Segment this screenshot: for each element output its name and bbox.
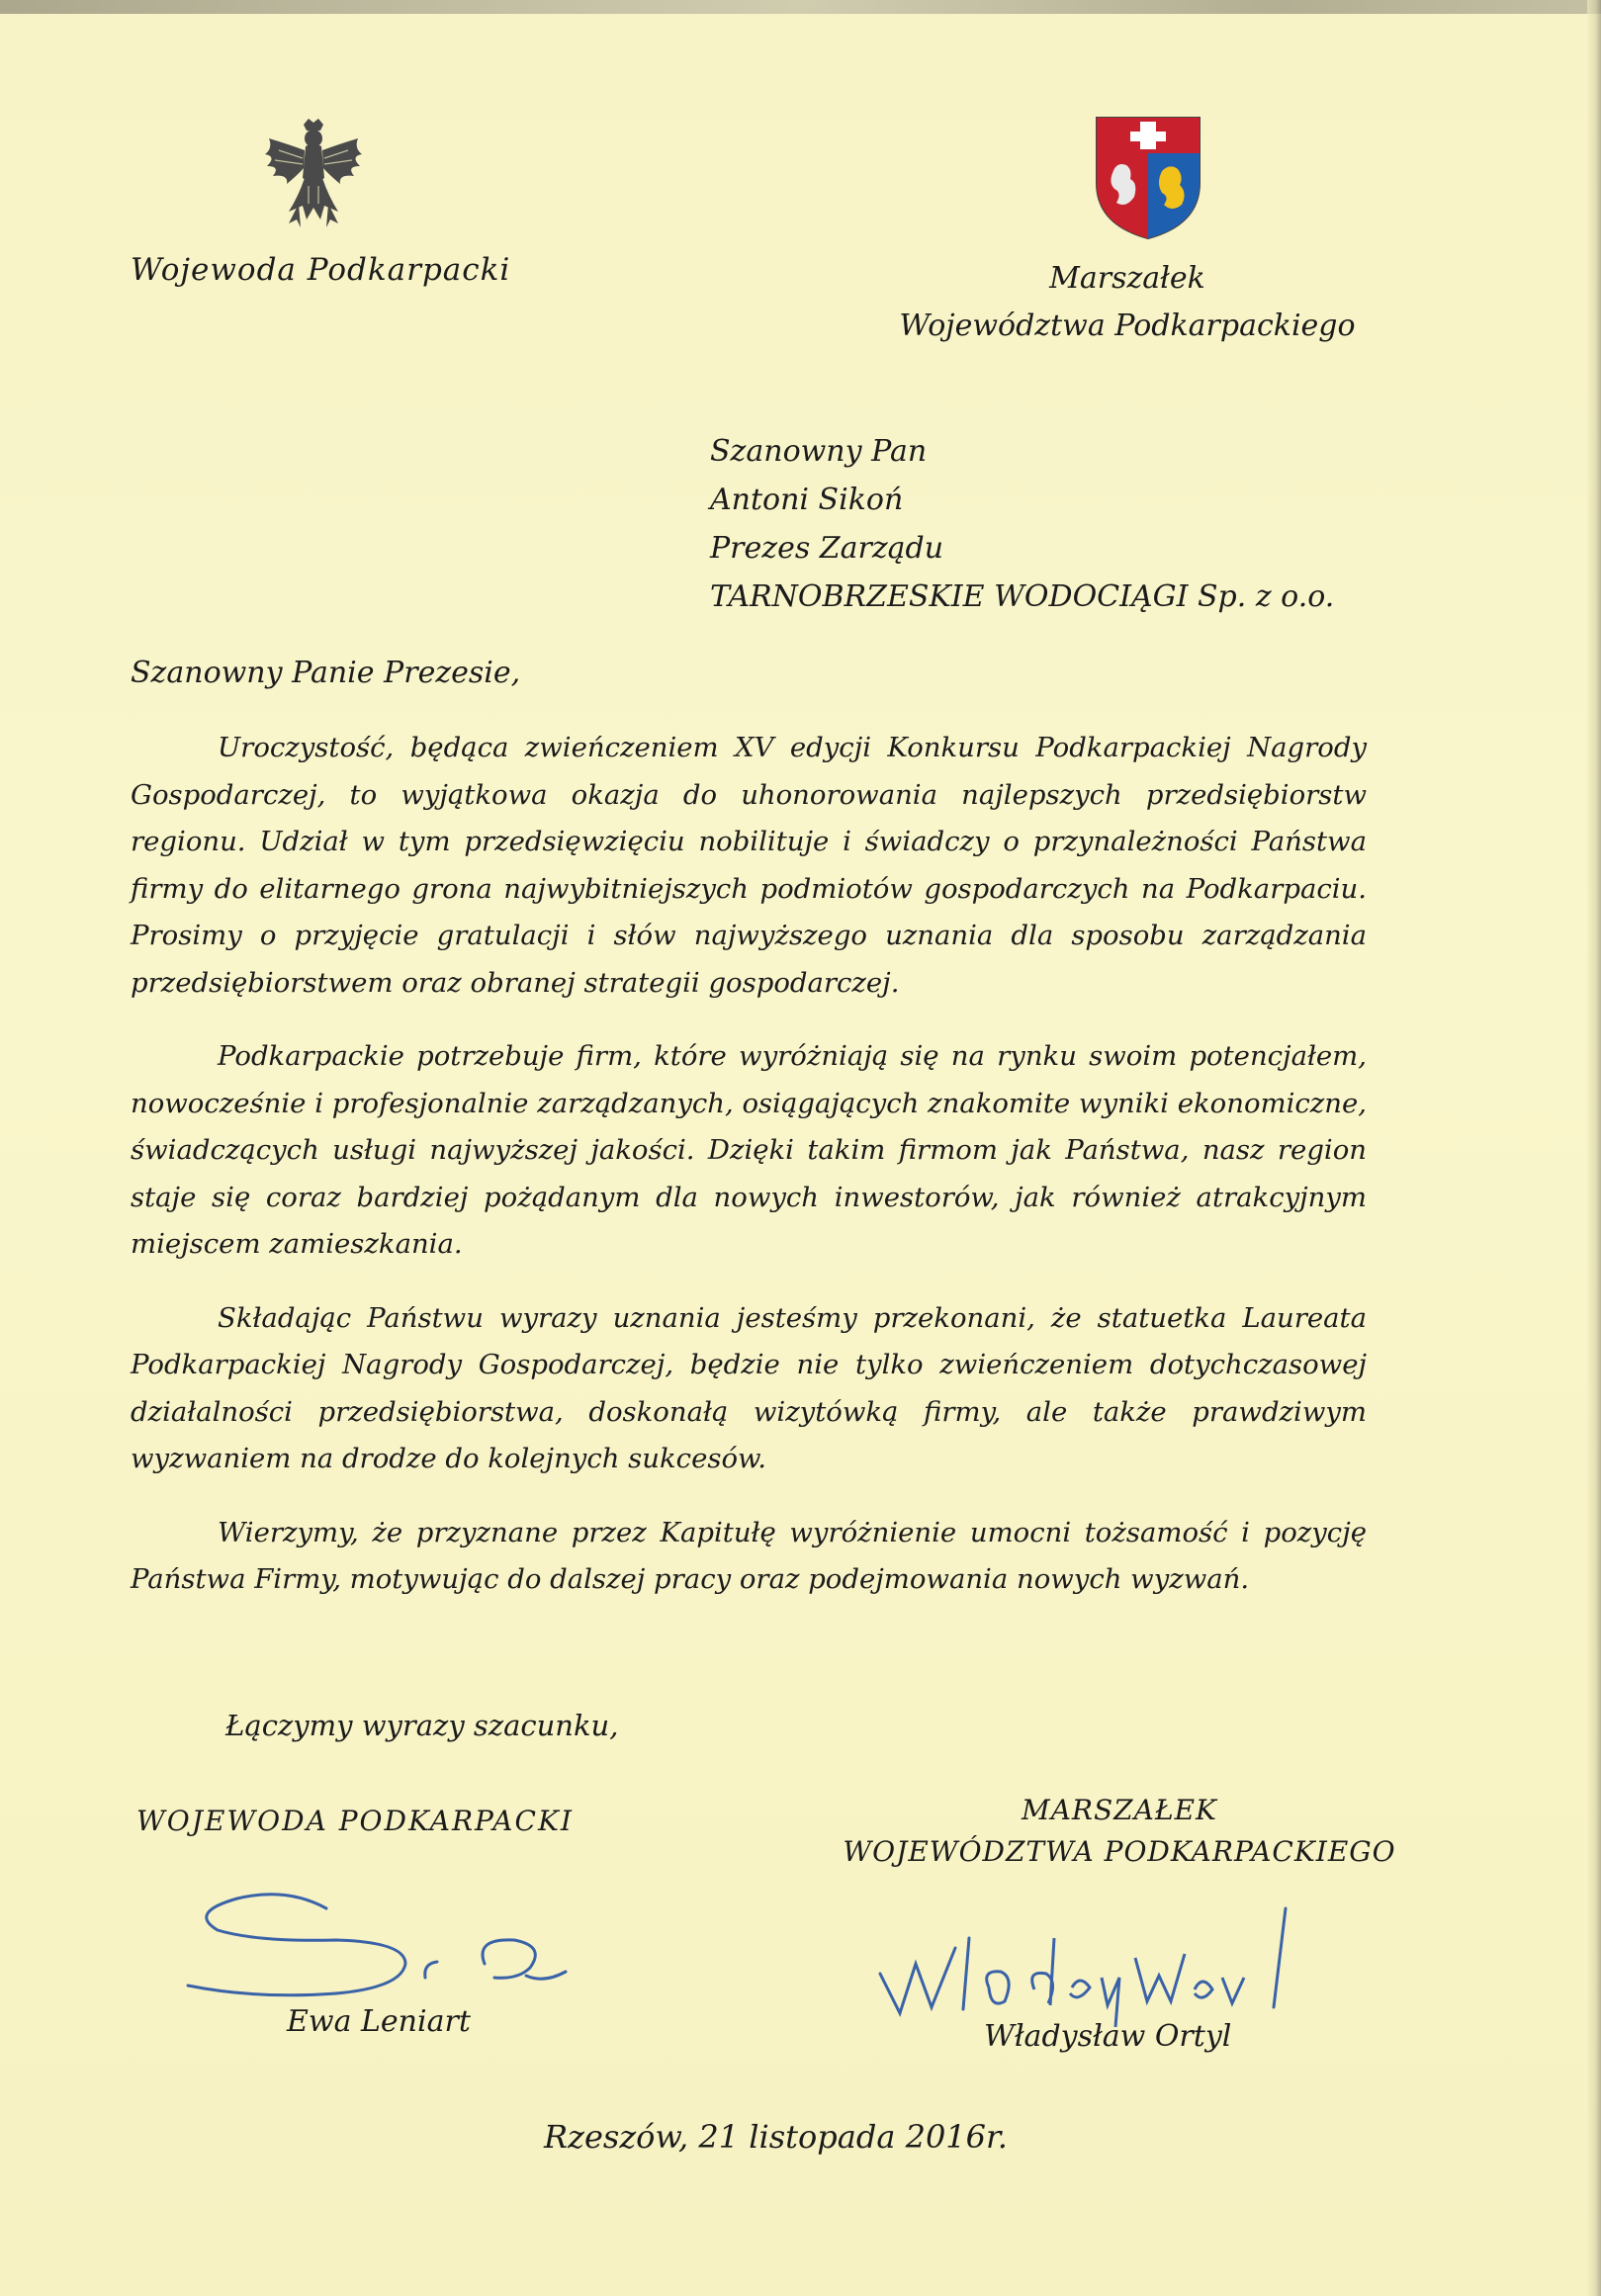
right-signature-flourish — [860, 1879, 1325, 2037]
header-right-line2: Województwa Podkarpackiego — [899, 309, 1356, 343]
address-line3: Prezes Zarządu — [710, 531, 944, 566]
letter-body — [131, 725, 1367, 1631]
torn-top-edge — [0, 0, 1601, 14]
recipient-address — [710, 427, 1334, 621]
polish-eagle-emblem-icon — [259, 117, 368, 235]
left-handwritten-signature — [178, 1869, 593, 2027]
paragraph-1: Uroczystość, będąca zwieńczeniem XV edycji Konkursu Podkarpackiej Nagrody Gospodarczej, to wyjątkowa okazja do uhonorowania najlepszych przedsiębiorstw regionu. Udział w tym przedsięwzięciu nobilituje i świadczy o przynależności Państwa firmy do elitarnego grona najwybitniejszych podmiotów gospodarczych na Podkarpaciu. Prosimy o przyjęcie gratulacji i słów najwyższego uznania dla sposobu zarządzania przedsiębiorstwem oraz obranej strategii gospodarczej. — [131, 732, 1367, 999]
header-right-title — [870, 255, 1384, 350]
right-signatory-title-line2: WOJEWÓDZTWA PODKARPACKIEGO — [843, 1835, 1396, 1868]
podkarpackie-coat-of-arms-icon — [1093, 114, 1203, 242]
header-right-line1: Marszałek — [1049, 261, 1205, 296]
place-and-date: Rzeszów, 21 listopada 2016r. — [544, 2118, 1008, 2156]
salutation: Szanowny Panie Prezesie, — [131, 656, 521, 690]
header-left-title: Wojewoda Podkarpacki — [131, 252, 511, 288]
right-signatory-title — [823, 1790, 1416, 1873]
paragraph-4: Wierzymy, że przyznane przez Kapitułę wyróżnienie umocni tożsamość i pozycję Państwa Firmy, motywując do dalszej pracy oraz podejmowania nowych wyzwań. — [131, 1516, 1367, 1595]
address-line4: TARNOBRZESKIE WODOCIĄGI Sp. z o.o. — [710, 579, 1335, 614]
closing-line: Łączymy wyrazy szacunku, — [225, 1709, 619, 1742]
left-signatory-title: WOJEWODA PODKARPACKI — [136, 1805, 574, 1837]
paragraph-2: Podkarpackie potrzebuje firm, które wyróżniają się na rynku swoim potencjałem, nowocześnie i profesjonalnie zarządzanych, osiągających znakomite wyniki ekonomiczne, świadczących usługi najwyższej jakości. Dzięki takim firmom jak Państwa, nasz region staje się coraz bardziej pożądanym dla nowych inwestorów, jak również atrakcyjnym miejscem zamieszkania. — [131, 1040, 1367, 1260]
address-line2: Antoni Sikoń — [710, 483, 904, 517]
right-handwritten-signature — [860, 1879, 1325, 2037]
left-signatory-name: Ewa Leniart — [287, 2004, 471, 2039]
right-signatory-name: Władysław Ortyl — [984, 2019, 1232, 2054]
right-signatory-title-line1: MARSZAŁEK — [1022, 1794, 1217, 1826]
paper-right-edge — [1587, 0, 1601, 2296]
address-line1: Szanowny Pan — [710, 434, 928, 469]
paragraph-3: Składając Państwu wyrazy uznania jesteśmy przekonani, że statuetka Laureata Podkarpackiej Nagrody Gospodarczej, będzie nie tylko zwieńczeniem dotychczasowej działalności przedsiębiorstwa, doskonałą wizytówką firmy, ale także prawdziwym wyzwaniem na drodze do kolejnych sukcesów. — [131, 1301, 1367, 1474]
